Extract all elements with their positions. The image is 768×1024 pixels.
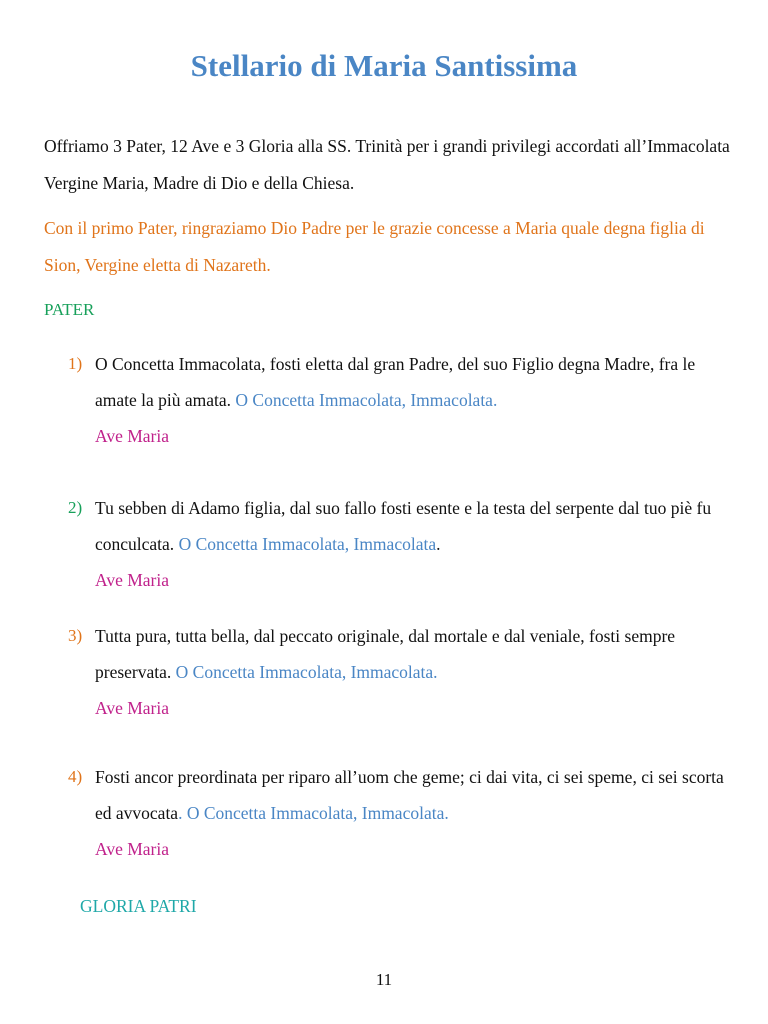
- item-suffix: .: [436, 534, 441, 554]
- ave-maria-label: Ave Maria: [95, 570, 170, 590]
- page-title: Stellario di Maria Santissima: [190, 48, 578, 83]
- item-text: Fosti ancor preordinata per riparo all’uom che geme; ci dai vita, ci sei speme, ci sei scorta ed avvocata: [95, 767, 724, 823]
- ave-maria-label: Ave Maria: [95, 839, 170, 859]
- prayer-item-4: [68, 759, 728, 867]
- first-pater-paragraph: Con il primo Pater, ringraziamo Dio Padre per le grazie concesse a Maria quale degna figlia di Sion, Vergine eletta di Nazareth.: [44, 218, 705, 275]
- item-number: 4): [68, 767, 83, 786]
- gloria-patri-heading: GLORIA PATRI: [80, 896, 197, 916]
- ave-maria-label: Ave Maria: [95, 698, 170, 718]
- item-body: [95, 759, 728, 867]
- prayer-item-1: [68, 346, 728, 454]
- item-number: 2): [68, 498, 83, 517]
- item-body: [95, 346, 728, 454]
- item-text: Tu sebben di Adamo figlia, dal suo fallo fosti esente e la testa del serpente dal tuo piè fu conculcata.: [95, 498, 712, 554]
- item-refrain: O Concetta Immacolata, Immacolata.: [235, 390, 498, 410]
- item-body: [95, 490, 728, 598]
- item-refrain: O Concetta Immacolata, Immacolata.: [175, 662, 438, 682]
- page-number: 11: [375, 970, 393, 989]
- ave-maria-label: Ave Maria: [95, 426, 170, 446]
- item-body: [95, 618, 728, 726]
- item-text: Tutta pura, tutta bella, dal peccato originale, dal mortale e dal veniale, fosti sempre preservata.: [95, 626, 676, 682]
- item-refrain: O Concetta Immacolata, Immacolata: [178, 534, 437, 554]
- prayer-item-3: [68, 618, 728, 726]
- pater-heading: PATER: [44, 300, 95, 319]
- item-refrain: . O Concetta Immacolata, Immacolata.: [178, 803, 449, 823]
- item-number: 3): [68, 626, 83, 645]
- item-text: O Concetta Immacolata, fosti eletta dal gran Padre, del suo Figlio degna Madre, fra le amate la più amata.: [95, 354, 696, 410]
- item-number: 1): [68, 354, 83, 373]
- prayer-item-2: [68, 490, 728, 598]
- intro-paragraph: Offriamo 3 Pater, 12 Ave e 3 Gloria alla SS. Trinità per i grandi privilegi accordati all’Immacolata Vergine Maria, Madre di Dio e della Chiesa.: [44, 136, 730, 193]
